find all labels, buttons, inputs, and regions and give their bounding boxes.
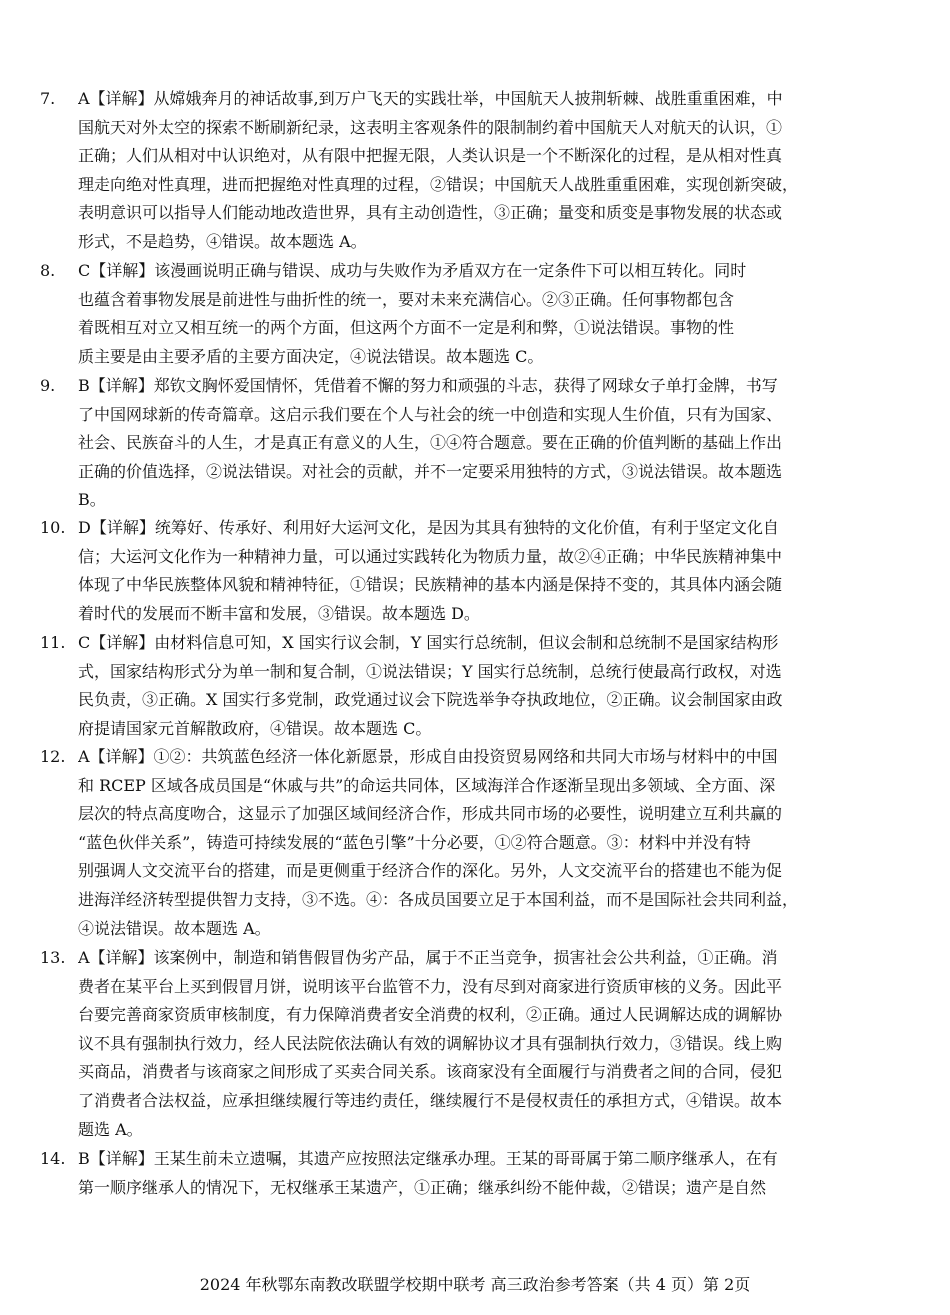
- explanation-line: 正确的价值选择，②说法错误。对社会的贡献，并不一定要采用独特的方式，③说法错误。故本题选: [78, 461, 783, 481]
- explanation-line: 别强调人文交流平台的搭建，而是更侧重于经济合作的深化。另外，人文交流平台的搭建也不能为促: [78, 861, 783, 881]
- question-number: 10.: [40, 518, 66, 537]
- explanation-line: 形式，不是趋势，④错误。故本题选 A。: [78, 231, 367, 251]
- explanation-line: 着时代的发展而不断丰富和发展，③错误。故本题选 D。: [78, 603, 480, 623]
- explanation-line: 体现了中华民族整体风貌和精神特征，①错误；民族精神的基本内涵是保持不变的，其具体内涵会随: [78, 575, 783, 595]
- explanation-line: 式，国家结构形式分为单一制和复合制，①说法错误；Y 国实行总统制，总统行使最高行政权，对选: [78, 661, 782, 681]
- explanation-line: A【详解】从嫦娥奔月的神话故事,到万户飞天的实践壮举，中国航天人披荆斩棘、战胜重重困难，中: [78, 89, 783, 108]
- explanation-line: 层次的特点高度吻合，这显示了加强区域间经济合作，形成共同市场的必要性，说明建立互利共赢的: [78, 804, 783, 824]
- question-explanation: [78, 85, 903, 257]
- explanation-line: 表明意识可以指导人们能动地改造世界，具有主动创造性，③正确；量变和质变是事物发展的状态或: [78, 203, 783, 223]
- explanation-line: 台要完善商家资质审核制度，有力保障消费者安全消费的权利，②正确。通过人民调解达成的调解协: [78, 1005, 783, 1025]
- explanation-line: A【详解】①②：共筑蓝色经济一体化新愿景，形成自由投资贸易网络和共同大市场与材料中的中国: [78, 747, 778, 766]
- question-explanation: [78, 743, 903, 943]
- explanation-line: 了中国网球新的传奇篇章。这启示我们要在个人与社会的统一中创造和实现人生价值，只有为国家、: [78, 404, 783, 424]
- explanation-line: 题选 A。: [78, 1119, 143, 1139]
- explanation-line: 和 RCEP 区域各成员国是“休戚与共”的命运共同体，区域海洋合作逐渐呈现出多领域、全方面、深: [78, 775, 776, 795]
- explanation-line: 进海洋经济转型提供智力支持，③不选。④：各成员国要立足于本国利益，而不是国际社会共同利益，: [78, 889, 799, 909]
- explanation-line: 也蕴含着事物发展是前进性与曲折性的统一，要对未来充满信心。②③正确。任何事物都包含: [78, 289, 735, 309]
- question-number: 9.: [40, 376, 56, 395]
- explanation-line: 费者在某平台上买到假冒月饼，说明该平台监管不力，没有尽到对商家进行资质审核的义务。因此平: [78, 976, 783, 996]
- question-explanation: [78, 514, 903, 628]
- question-explanation: [78, 372, 903, 515]
- explanation-line: B。: [78, 490, 106, 510]
- explanation-line: 民负责，③正确。X 国实行多党制，政党通过议会下院选举争夺执政地位，②正确。议会制国家由政: [78, 690, 783, 710]
- explanation-line: C【详解】由材料信息可知，X 国实行议会制，Y 国实行总统制，但议会制和总统制不是国家结构形: [78, 633, 779, 652]
- page-footer: 2024 年秋鄂东南教改联盟学校期中联考 高三政治参考答案（共 4 页）第 2页: [199, 1275, 751, 1294]
- explanation-line: 府提请国家元首解散政府，④错误。故本题选 C。: [78, 718, 432, 738]
- explanation-line: 社会、民族奋斗的人生，才是真正有意义的人生，①④符合题意。要在正确的价值判断的基础上作出: [78, 433, 783, 453]
- question-number: 11.: [40, 633, 66, 652]
- explanation-line: 议不具有强制执行效力，经人民法院依法确认有效的调解协议才具有强制执行效力，③错误。线上购: [78, 1033, 783, 1053]
- explanation-line: 理走向绝对性真理，进而把握绝对性真理的过程，②错误；中国航天人战胜重重困难，实现创新突破，: [78, 174, 799, 194]
- explanation-line: D【详解】统筹好、传承好、利用好大运河文化，是因为其具有独特的文化价值，有利于坚定文化自: [78, 518, 779, 537]
- question-number: 14.: [40, 1149, 66, 1168]
- explanation-line: ④说法错误。故本题选 A。: [78, 918, 271, 938]
- explanation-line: B【详解】王某生前未立遗嘱，其遗产应按照法定继承办理。王某的哥哥属于第二顺序继承人，在有: [78, 1149, 778, 1168]
- explanation-line: “蓝色伙伴关系”，铸造可持续发展的“蓝色引擎”十分必要，①②符合题意。③：材料中并没有特: [78, 832, 751, 852]
- explanation-line: A【详解】该案例中，制造和销售假冒伪劣产品，属于不正当竞争，损害社会公共利益，①正确。消: [78, 948, 778, 967]
- question-number: 12.: [40, 747, 66, 766]
- question-explanation: [78, 257, 903, 371]
- explanation-line: 质主要是由主要矛盾的主要方面决定，④说法错误。故本题选 C。: [78, 346, 544, 366]
- question-number: 8.: [40, 261, 56, 280]
- question-number: 13.: [40, 948, 66, 967]
- explanation-line: 买商品，消费者与该商家之间形成了买卖合同关系。该商家没有全面履行与消费者之间的合同，侵犯: [78, 1062, 783, 1082]
- explanation-line: 信；大运河文化作为一种精神力量，可以通过实践转化为物质力量，故②④正确；中华民族精神集中: [78, 546, 783, 566]
- question-number: 7.: [40, 89, 56, 108]
- explanation-line: C【详解】该漫画说明正确与错误、成功与失败作为矛盾双方在一定条件下可以相互转化。同时: [78, 261, 747, 280]
- question-explanation: [78, 944, 903, 1144]
- explanation-line: B【详解】郑钦文胸怀爱国情怀，凭借着不懈的努力和顽强的斗志，获得了网球女子单打金牌，书写: [78, 376, 778, 395]
- explanation-line: 第一顺序继承人的情况下，无权继承王某遗产，①正确；继承纠纷不能仲裁，②错误；遗产是自然: [78, 1177, 767, 1197]
- question-explanation: [78, 1145, 903, 1202]
- explanation-line: 正确；人们从相对中认识绝对，从有限中把握无限，人类认识是一个不断深化的过程，是从相对性真: [78, 146, 783, 166]
- question-explanation: [78, 629, 903, 743]
- explanation-line: 了消费者合法权益，应承担继续履行等违约责任，继续履行不是侵权责任的承担方式，④错误。故本: [78, 1090, 783, 1110]
- explanation-line: 着既相互对立又相互统一的两个方面，但这两个方面不一定是利和弊，①说法错误。事物的性: [78, 318, 735, 338]
- explanation-line: 国航天对外太空的探索不断刷新纪录，这表明主客观条件的限制制约着中国航天人对航天的认识，①: [78, 117, 783, 137]
